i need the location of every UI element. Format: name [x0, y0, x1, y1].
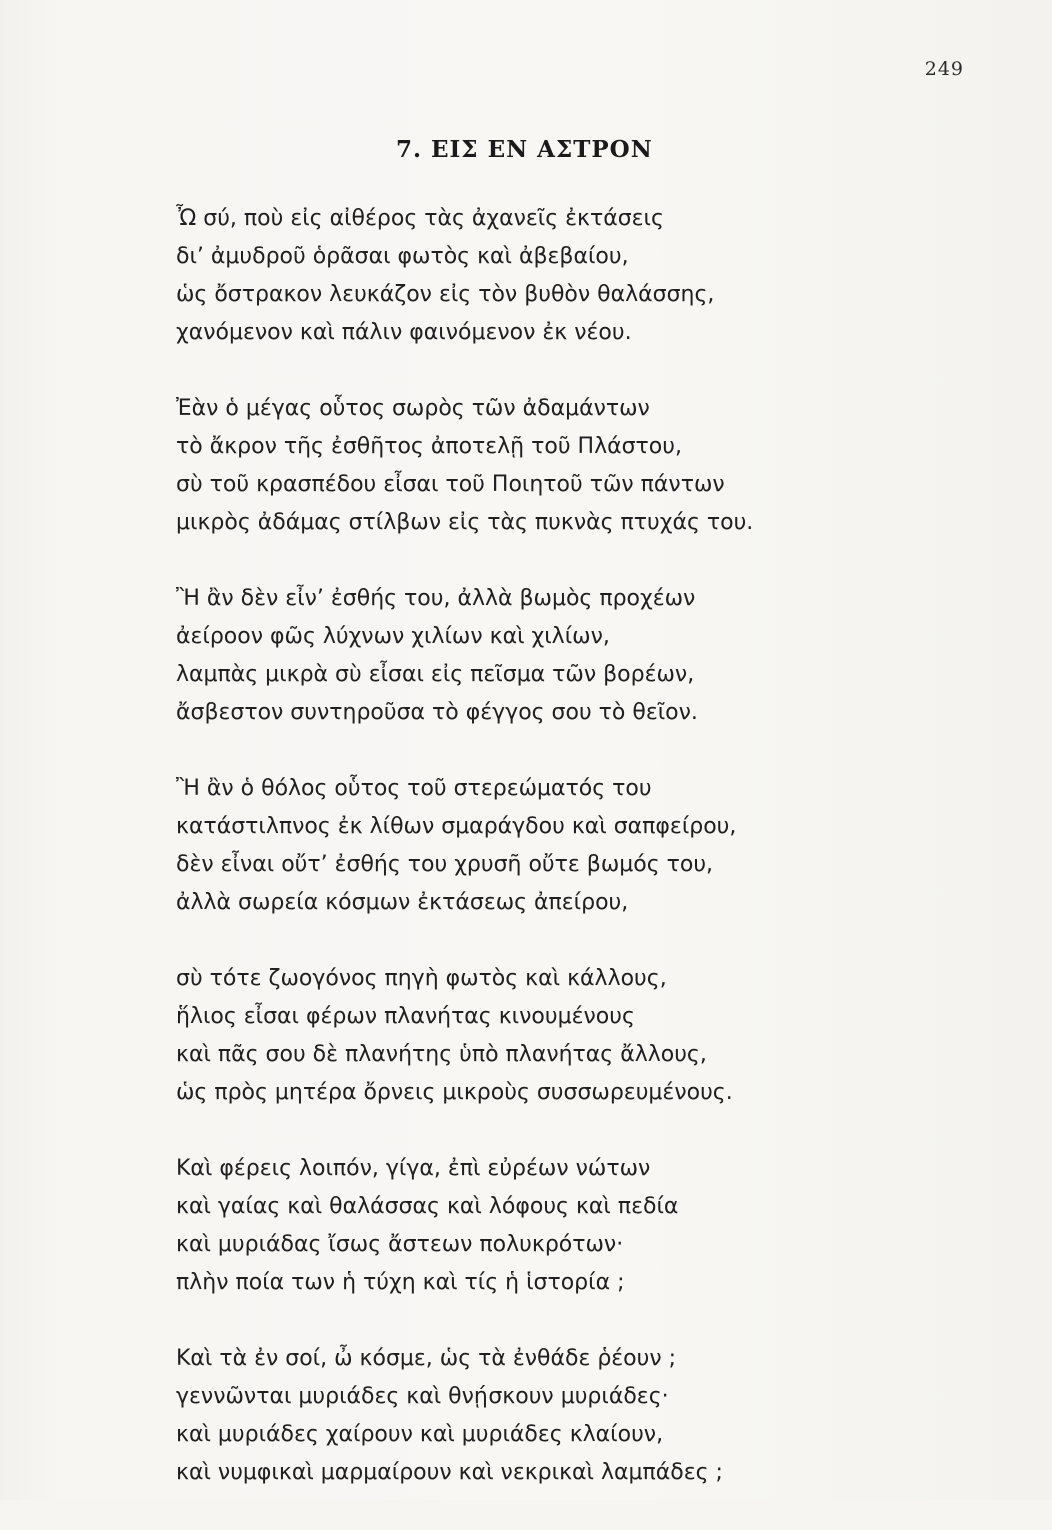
poem-line: Καὶ τὰ ἐν σοί, ὦ κόσμε, ὡς τὰ ἐνθάδε ῥέουν ;	[176, 1346, 677, 1371]
stanza-1	[176, 200, 876, 352]
poem-line: Ἐὰν ὁ μέγας οὗτος σωρὸς τῶν ἀδαμάντων	[176, 396, 650, 421]
stanza-2	[176, 390, 876, 542]
poem-line: δὲν εἶναι οὔτ’ ἐσθής του χρυσῆ οὔτε βωμός του,	[176, 852, 714, 877]
poem-line: κατάστιλπνος ἐκ λίθων σμαράγδου καὶ σαπφείρου,	[176, 814, 737, 839]
poem-line: σὺ τότε ζωογόνος πηγὴ φωτὸς καὶ κάλλους,	[176, 966, 667, 991]
poem-line: ὡς πρὸς μητέρα ὄρνεις μικροὺς συσσωρευμένους.	[176, 1080, 733, 1105]
poem-line: καὶ πᾶς σου δὲ πλανήτης ὑπὸ πλανήτας ἄλλους,	[176, 1042, 707, 1067]
page-number: 249	[924, 58, 964, 80]
poem-line: ἀείροον φῶς λύχνων χιλίων καὶ χιλίων,	[176, 624, 610, 649]
poem-title: 7. ΕΙΣ ΕΝ ΑΣΤΡΟΝ	[396, 136, 653, 163]
poem-line: πλὴν ποία των ἡ τύχη καὶ τίς ἡ ἱστορία ;	[176, 1270, 625, 1295]
poem-line: γεννῶνται μυριάδες καὶ θνῄσκουν μυριάδες·	[176, 1384, 669, 1409]
poem-line: ὡς ὄστρακον λευκάζον εἰς τὸν βυθὸν θαλάσσης,	[176, 282, 715, 307]
poem-line: χανόμενον καὶ πάλιν φαινόμενον ἐκ νέου.	[176, 320, 632, 345]
stanza-7	[176, 1340, 876, 1492]
poem-line: μικρὸς ἀδάμας στίλβων εἰς τὰς πυκνὰς πτυχάς του.	[176, 510, 754, 535]
poem-line: σὺ τοῦ κρασπέδου εἶσαι τοῦ Ποιητοῦ τῶν πάντων	[176, 472, 725, 497]
poem-line: ἄσβεστον συντηροῦσα τὸ φέγγος σου τὸ θεῖον.	[176, 700, 698, 725]
stanza-6	[176, 1150, 876, 1302]
poem-line: Ὦ σύ, ποὺ εἰς αἰθέρος τὰς ἀχανεῖς ἐκτάσεις	[176, 206, 664, 231]
poem-line: δι’ ἀμυδροῦ ὁρᾶσαι φωτὸς καὶ ἀβεβαίου,	[176, 244, 629, 269]
poem-line: λαμπὰς μικρὰ σὺ εἶσαι εἰς πεῖσμα τῶν βορέων,	[176, 662, 695, 687]
stanza-3	[176, 580, 876, 732]
stanza-5	[176, 960, 876, 1112]
poem-body	[176, 200, 876, 1530]
poem-line: καὶ μυριάδας ἴσως ἄστεων πολυκρότων·	[176, 1232, 624, 1257]
stanza-4	[176, 770, 876, 922]
poem-line: Καὶ φέρεις λοιπόν, γίγα, ἐπὶ εὐρέων νώτων	[176, 1156, 651, 1181]
poem-line: καὶ γαίας καὶ θαλάσσας καὶ λόφους καὶ πεδία	[176, 1194, 679, 1219]
poem-line: ἀλλὰ σωρεία κόσμων ἐκτάσεως ἀπείρου,	[176, 890, 629, 915]
poem-line: καὶ νυμφικαὶ μαρμαίρουν καὶ νεκρικαὶ λαμπάδες ;	[176, 1460, 723, 1485]
poem-line: ἥλιος εἶσαι φέρων πλανήτας κινουμένους	[176, 1004, 635, 1029]
poem-line: Ἢ ἂν δὲν εἶν’ ἐσθής του, ἀλλὰ βωμὸς προχέων	[176, 586, 696, 611]
poem-line: καὶ μυριάδες χαίρουν καὶ μυριάδες κλαίουν,	[176, 1422, 664, 1447]
poem-line: τὸ ἄκρον τῆς ἐσθῆτος ἀποτελῇ τοῦ Πλάστου,	[176, 434, 682, 459]
poem-line: Ἢ ἂν ὁ θόλος οὗτος τοῦ στερεώματός του	[176, 776, 652, 801]
